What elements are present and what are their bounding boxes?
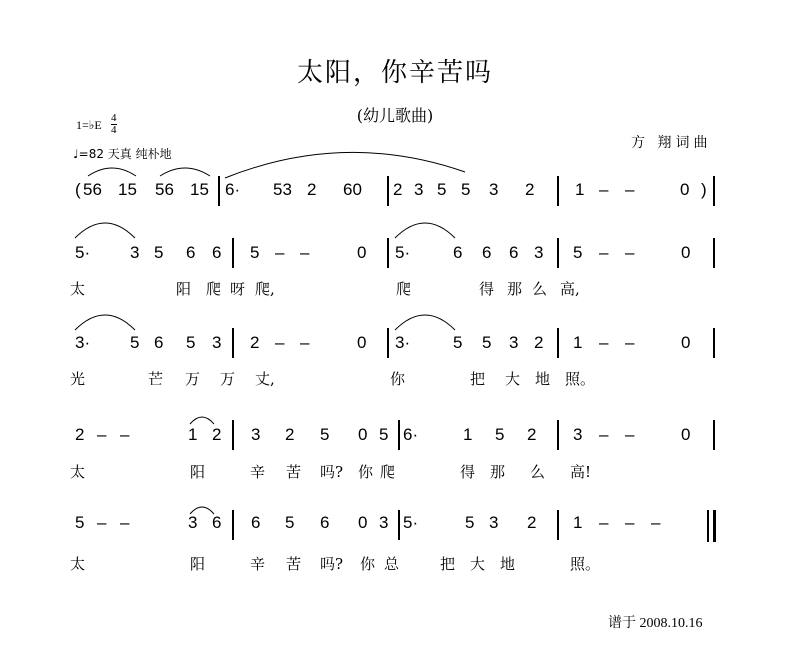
time-numerator: 4 xyxy=(111,112,117,124)
tempo-marking: ♩=82 天真 纯朴地 xyxy=(73,147,172,161)
lyric-char: 万 xyxy=(220,370,236,388)
note: 3 xyxy=(573,425,583,444)
note: 3 xyxy=(489,513,499,532)
lyric-char: 光 xyxy=(70,370,86,388)
note: 6 xyxy=(509,243,519,262)
note: 2 xyxy=(285,425,295,444)
note: ( xyxy=(75,180,81,199)
note: ) xyxy=(701,180,707,199)
note: – xyxy=(275,243,285,262)
note: 15 xyxy=(190,180,209,199)
note: 6 xyxy=(186,243,196,262)
note: 3 xyxy=(414,180,424,199)
note: 2 xyxy=(393,180,403,199)
note: 5 xyxy=(482,333,492,352)
note: – xyxy=(120,425,130,444)
note: 6 xyxy=(212,513,222,532)
note: 5 xyxy=(320,425,330,444)
lyric-char: 吗? xyxy=(320,463,344,481)
lyric-char: 得 xyxy=(460,463,476,481)
lyric-char: 芒 xyxy=(148,370,164,388)
lyric-char: 把 xyxy=(440,555,456,573)
lyric-char: 你 xyxy=(390,370,406,388)
note: 56 xyxy=(155,180,174,199)
note: 3 xyxy=(489,180,499,199)
slur xyxy=(395,223,455,238)
lyric-char: 丈, xyxy=(255,370,275,388)
note: – xyxy=(599,513,609,532)
lyric-char: 那 xyxy=(507,280,523,298)
lyric-char: 照。 xyxy=(565,370,596,388)
lyric-char: 吗? xyxy=(320,555,344,573)
note: 6 xyxy=(482,243,492,262)
note: 0 xyxy=(680,180,690,199)
note: 53 xyxy=(273,180,292,199)
note: – xyxy=(651,513,661,532)
lyric-char: 阳 xyxy=(190,555,206,573)
lyric-char: 爬 xyxy=(396,280,412,298)
lyric-char: 呀 xyxy=(230,280,246,298)
note: 5 xyxy=(250,243,260,262)
lyric-char: 爬 xyxy=(206,280,222,298)
note: 1 xyxy=(188,425,198,444)
note: 3 xyxy=(188,513,198,532)
note: – xyxy=(300,333,310,352)
note: 6 xyxy=(212,243,222,262)
slur xyxy=(75,315,135,330)
note: 6 xyxy=(154,333,164,352)
note: 0 xyxy=(358,425,368,444)
note: 5 xyxy=(461,180,471,199)
note: 5· xyxy=(395,243,411,262)
composition-date: 谱于 2008.10.16 xyxy=(608,616,703,631)
lyric-char: 辛 xyxy=(250,555,266,573)
note: – xyxy=(599,333,609,352)
note: 0 xyxy=(357,243,367,262)
lyric-char: 阳 xyxy=(190,463,206,481)
note: 3 xyxy=(130,243,140,262)
lyric-char: 大 xyxy=(505,370,521,388)
note: 5 xyxy=(75,513,85,532)
note: 6 xyxy=(251,513,261,532)
lyric-char: 地 xyxy=(500,555,516,573)
slur xyxy=(88,168,136,176)
note: 5· xyxy=(75,243,91,262)
note: 2 xyxy=(527,425,537,444)
lyric-char: 高, xyxy=(560,280,580,298)
note: 5 xyxy=(573,243,583,262)
note: 0 xyxy=(358,513,368,532)
lyric-char: 爬, xyxy=(255,280,275,298)
note: 5 xyxy=(379,425,389,444)
slur xyxy=(160,168,210,176)
note: 3 xyxy=(251,425,261,444)
lyric-char: 苦 xyxy=(286,555,302,573)
lyric-char: 么 xyxy=(532,280,548,298)
note: – xyxy=(599,425,609,444)
lyric-char: 你 xyxy=(358,463,374,481)
note: – xyxy=(625,333,635,352)
lyric-char: 苦 xyxy=(286,463,302,481)
lyric-char: 总 xyxy=(384,555,400,573)
note: 6 xyxy=(453,243,463,262)
note: 60 xyxy=(343,180,362,199)
lyric-char: 爬 xyxy=(380,463,396,481)
note: 2 xyxy=(527,513,537,532)
lyric-char: 把 xyxy=(470,370,486,388)
note: 15 xyxy=(118,180,137,199)
note: 3 xyxy=(534,243,544,262)
lyric-char: 太 xyxy=(70,463,86,481)
lyric-char: 你 xyxy=(360,555,376,573)
lyric-char: 太 xyxy=(70,280,86,298)
lyric-char: 地 xyxy=(535,370,551,388)
note: 5 xyxy=(154,243,164,262)
note: 0 xyxy=(681,333,691,352)
note: 5 xyxy=(285,513,295,532)
time-denominator: 4 xyxy=(111,124,117,136)
note: – xyxy=(599,243,609,262)
note: – xyxy=(97,513,107,532)
lyric-char: 大 xyxy=(470,555,486,573)
lyric-char: 那 xyxy=(490,463,506,481)
lyric-char: 高! xyxy=(570,463,592,481)
note: – xyxy=(625,513,635,532)
note: 2 xyxy=(525,180,535,199)
slur xyxy=(190,507,214,514)
note: – xyxy=(300,243,310,262)
lyric-char: 照。 xyxy=(570,555,601,573)
slur xyxy=(225,152,465,178)
note: 3 xyxy=(379,513,389,532)
note: 5 xyxy=(130,333,140,352)
note: 0 xyxy=(681,425,691,444)
lyric-char: 阳 xyxy=(176,280,192,298)
composer-credit: 方 翔词曲 xyxy=(631,135,712,151)
note: – xyxy=(97,425,107,444)
note: – xyxy=(599,180,609,199)
note: 0 xyxy=(681,243,691,262)
note: 3· xyxy=(75,333,91,352)
note: 2 xyxy=(534,333,544,352)
note: 3 xyxy=(509,333,519,352)
slur xyxy=(395,315,455,330)
note: 2 xyxy=(307,180,317,199)
note: 1 xyxy=(463,425,473,444)
note: 5 xyxy=(186,333,196,352)
note: 5 xyxy=(453,333,463,352)
note: 2 xyxy=(250,333,260,352)
lyric-char: 万 xyxy=(185,370,201,388)
note: – xyxy=(625,243,635,262)
slur xyxy=(75,223,135,238)
note: 6 xyxy=(320,513,330,532)
lyric-char: 辛 xyxy=(250,463,266,481)
note: – xyxy=(120,513,130,532)
note: 5 xyxy=(495,425,505,444)
lyric-char: 么 xyxy=(530,463,546,481)
note: 2 xyxy=(75,425,85,444)
slur xyxy=(190,417,214,424)
note: – xyxy=(625,425,635,444)
note: – xyxy=(625,180,635,199)
note: 5 xyxy=(465,513,475,532)
note: 6· xyxy=(225,180,241,199)
note: 1 xyxy=(573,513,583,532)
key-signature: 1=♭E xyxy=(76,118,102,132)
note: 56 xyxy=(83,180,102,199)
note: 6· xyxy=(403,425,419,444)
note: 3· xyxy=(395,333,411,352)
note: 1 xyxy=(573,333,583,352)
note: – xyxy=(275,333,285,352)
note: 5· xyxy=(403,513,419,532)
lyric-char: 得 xyxy=(479,280,495,298)
note: 0 xyxy=(357,333,367,352)
note: 3 xyxy=(212,333,222,352)
lyric-char: 太 xyxy=(70,555,86,573)
note: 5 xyxy=(437,180,447,199)
note: 1 xyxy=(575,180,585,199)
song-title: 太阳，你辛苦吗 xyxy=(296,58,493,88)
song-subtitle: (幼儿歌曲) xyxy=(356,106,434,125)
note: 2 xyxy=(212,425,222,444)
